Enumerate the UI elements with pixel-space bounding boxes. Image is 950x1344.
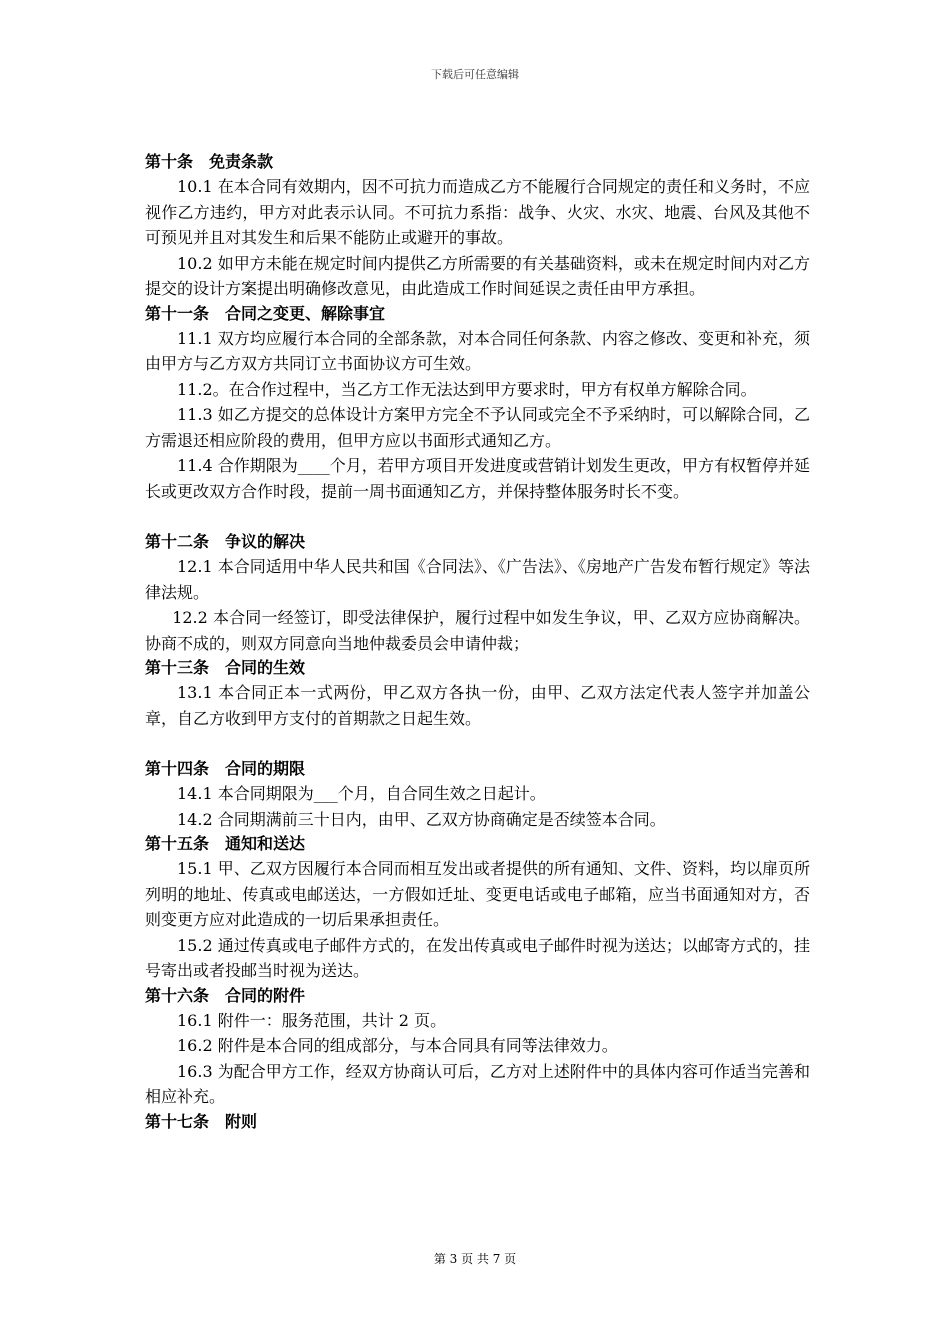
clause-11-1: 11.1 双方均应履行本合同的全部条款，对本合同任何条款、内容之修改、变更和补充，须由甲方与乙方双方共同订立书面协议方可生效。 <box>145 328 810 373</box>
article-17-heading: 第十七条 附则 <box>145 1111 258 1131</box>
clause-11-4: 11.4 合作期限为____个月，若甲方项目开发进度或营销计划发生更改，甲方有权暂停并延长或更改双方合作时段，提前一周书面通知乙方，并保持整体服务时长不变。 <box>145 456 810 501</box>
page-header: 下载后可任意编辑 <box>431 68 519 81</box>
article-16-heading: 第十六条 合同的附件 <box>145 985 306 1005</box>
clause-15-1: 15.1 甲、乙双方因履行本合同而相互发出或者提供的所有通知、文件、资料，均以扉页所列明的地址、传真或电邮送达，一方假如迁址、变更电话或电子邮箱，应当书面通知对方，否则变更方应对此造成的一切后果承担责任。 <box>145 859 810 929</box>
article-12-heading: 第十二条 争议的解决 <box>145 532 306 551</box>
page-number: 第 3 页 共 7 页 <box>433 1252 517 1266</box>
article-13-heading: 第十三条 合同的生效 <box>145 658 306 677</box>
clause-16-3: 16.3 为配合甲方工作，经双方协商认可后，乙方对上述附件中的具体内容可作适当完善和相应补充。 <box>145 1061 810 1106</box>
clause-11-3: 11.3 如乙方提交的总体设计方案甲方完全不予认同或完全不予采纳时，可以解除合同，乙方需退还相应阶段的费用，但甲方应以书面形式通知乙方。 <box>145 405 810 450</box>
clause-10-2: 10.2 如甲方未能在规定时间内提供乙方所需要的有关基础资料，或未在规定时间内对乙方提交的设计方案提出明确修改意见，由此造成工作时间延误之责任由甲方承担。 <box>145 253 810 298</box>
article-10-heading: 第十条 免责条款 <box>145 152 274 171</box>
clause-13-1: 13.1 本合同正本一式两份，甲乙双方各执一份，由甲、乙双方法定代表人签字并加盖公章，自乙方收到甲方支付的首期款之日起生效。 <box>145 683 810 728</box>
clause-15-2: 15.2 通过传真或电子邮件方式的，在发出传真或电子邮件时视为送达；以邮寄方式的，挂号寄出或者投邮当时视为送达。 <box>145 935 810 980</box>
article-14-heading: 第十四条 合同的期限 <box>145 759 306 778</box>
clause-14-2: 14.2 合同期满前三十日内，由甲、乙双方协商确定是否续签本合同。 <box>177 809 666 829</box>
clause-16-1: 16.1 附件一：服务范围，共计 2 页。 <box>177 1010 447 1030</box>
clause-12-2: 12.2 本合同一经签订，即受法律保护，履行过程中如发生争议，甲、乙双方应协商解决。协商不成的，则双方同意向当地仲裁委员会申请仲裁； <box>145 608 810 653</box>
clause-12-1: 12.1 本合同适用中华人民共和国《合同法》、《广告法》、《房地产广告发布暂行规定》等法律法规。 <box>145 557 810 602</box>
clause-14-1: 14.1 本合同期限为___个月，自合同生效之日起计。 <box>177 784 546 803</box>
clause-11-2: 11.2。在合作过程中，当乙方工作无法达到甲方要求时，甲方有权单方解除合同。 <box>177 379 757 399</box>
spacer <box>145 504 810 530</box>
clause-16-2: 16.2 附件是本合同的组成部分，与本合同具有同等法律效力。 <box>177 1036 618 1055</box>
spacer <box>145 731 810 757</box>
contract-body <box>145 150 810 1134</box>
clause-10-1: 10.1 在本合同有效期内，因不可抗力而造成乙方不能履行合同规定的责任和义务时，不应视作乙方违约，甲方对此表示认同。不可抗力系指：战争、火灾、水灾、地震、台风及其他不可预见并且对其发生和后果不能防止或避开的事故。 <box>145 177 810 247</box>
article-11-heading: 第十一条 合同之变更、解除事宜 <box>145 303 386 323</box>
article-15-heading: 第十五条 通知和送达 <box>145 834 306 853</box>
